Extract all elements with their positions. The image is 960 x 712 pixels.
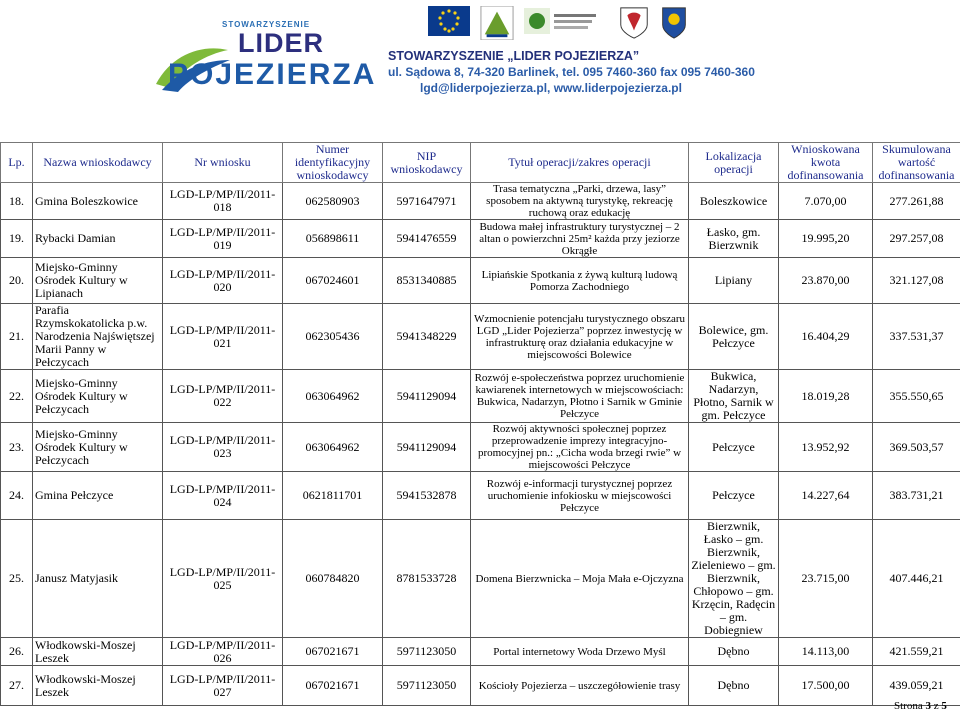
- prow-logo-icon: [524, 6, 598, 40]
- row-cumulative: 355.550,65: [873, 370, 960, 423]
- row-nr: LGD-LP/MP/II/2011-019: [163, 220, 283, 258]
- row-title: Portal internetowy Woda Drzewo Myśl: [471, 638, 689, 666]
- row-nip: 8781533728: [383, 520, 471, 638]
- row-title: Trasa tematyczna „Parki, drzewa, lasy” sposobem na aktywną turystykę, rekreację ruchową oraz edukację: [471, 183, 689, 220]
- row-name: Miejsko-Gminny Ośrodek Kultury w Pełczycach: [33, 423, 163, 472]
- row-name: Gmina Pełczyce: [33, 472, 163, 520]
- row-lp: 26.: [1, 638, 33, 666]
- row-lp: 19.: [1, 220, 33, 258]
- table-row: [1, 520, 960, 638]
- col-header-amount: Wnioskowana kwota dofinansowania: [779, 143, 873, 183]
- row-name: Janusz Matyjasik: [33, 520, 163, 638]
- row-location: Dębno: [689, 666, 779, 706]
- row-title: Budowa małej infrastruktury turystycznej – 2 altan o powierzchni 25m² każda przy jeziorze Okrągłe: [471, 220, 689, 258]
- region-crest-icon: [618, 6, 650, 40]
- row-cumulative: 321.127,08: [873, 258, 960, 304]
- row-nr: LGD-LP/MP/II/2011-021: [163, 304, 283, 370]
- row-title: Rozwój e-społeczeństwa poprzez uruchomienie kawiarenek internetowych w miejscowościach: Bukwica, Nadarzyn, Płotno i Sarnik w Gminie Pełczyce: [471, 370, 689, 423]
- row-cumulative: 277.261,88: [873, 183, 960, 220]
- row-location: Bukwica, Nadarzyn, Płotno, Sarnik w gm. Pełczyce: [689, 370, 779, 423]
- col-header-location: Lokalizacja operacji: [689, 143, 779, 183]
- col-header-id: Numer identyfikacyjny wnioskodawcy: [283, 143, 383, 183]
- row-amount: 14.227,64: [779, 472, 873, 520]
- row-amount: 19.995,20: [779, 220, 873, 258]
- row-cumulative: 439.059,21: [873, 666, 960, 706]
- row-lp: 27.: [1, 666, 33, 706]
- contact-block: [388, 48, 755, 96]
- col-header-title: Tytuł operacji/zakres operacji: [471, 143, 689, 183]
- row-nr: LGD-LP/MP/II/2011-022: [163, 370, 283, 423]
- address-line: ul. Sądowa 8, 74-320 Barlinek, tel. 095 7460-360 fax 095 7460-360: [388, 65, 755, 79]
- row-cumulative: 369.503,57: [873, 423, 960, 472]
- row-nip: 5941532878: [383, 472, 471, 520]
- row-name: Rybacki Damian: [33, 220, 163, 258]
- row-location: Pełczyce: [689, 472, 779, 520]
- row-nip: 5971647971: [383, 183, 471, 220]
- table-row: [1, 220, 960, 258]
- row-title: Lipiańskie Spotkania z żywą kulturą ludową Pomorza Zachodniego: [471, 258, 689, 304]
- leader-logo-icon: [480, 6, 514, 40]
- row-location: Lipiany: [689, 258, 779, 304]
- row-nr: LGD-LP/MP/II/2011-024: [163, 472, 283, 520]
- row-amount: 7.070,00: [779, 183, 873, 220]
- row-location: Bolewice, gm. Pełczyce: [689, 304, 779, 370]
- table-row: [1, 304, 960, 370]
- table-row: [1, 258, 960, 304]
- footer-label: Strona: [894, 700, 923, 712]
- row-location: Boleszkowice: [689, 183, 779, 220]
- brand-tagline: STOWARZYSZENIE: [222, 20, 311, 29]
- letterhead: [0, 0, 960, 100]
- row-location: Dębno: [689, 638, 779, 666]
- row-id: 063064962: [283, 370, 383, 423]
- footer-total: 5: [941, 700, 947, 712]
- col-header-name: Nazwa wnioskodawcy: [33, 143, 163, 183]
- row-name: Parafia Rzymskokatolicka p.w. Narodzenia Najświętszej Marii Panny w Pełczycach: [33, 304, 163, 370]
- eu-flag-icon: [428, 6, 470, 40]
- row-title: Domena Bierzwnicka – Moja Mała e-Ojczyzna: [471, 520, 689, 638]
- association-name: STOWARZYSZENIE „LIDER POJEZIERZA”: [388, 49, 640, 63]
- footer-sep: z: [933, 700, 939, 712]
- row-name: Włodkowski-Moszej Leszek: [33, 666, 163, 706]
- row-lp: 25.: [1, 520, 33, 638]
- row-location: Łasko, gm. Bierzwnik: [689, 220, 779, 258]
- col-header-nr: Nr wniosku: [163, 143, 283, 183]
- row-nip: 5941129094: [383, 370, 471, 423]
- row-nr: LGD-LP/MP/II/2011-027: [163, 666, 283, 706]
- row-title: Kościoły Pojezierza – uszczegółowienie trasy: [471, 666, 689, 706]
- row-amount: 17.500,00: [779, 666, 873, 706]
- row-title: Rozwój e-informacji turystycznej poprzez uruchomienie infokiosku w miejscowości Pełczyce: [471, 472, 689, 520]
- row-nr: LGD-LP/MP/II/2011-018: [163, 183, 283, 220]
- row-id: 067024601: [283, 258, 383, 304]
- row-cumulative: 421.559,21: [873, 638, 960, 666]
- row-lp: 21.: [1, 304, 33, 370]
- row-nip: 5941129094: [383, 423, 471, 472]
- row-nr: LGD-LP/MP/II/2011-023: [163, 423, 283, 472]
- row-location: Pełczyce: [689, 423, 779, 472]
- row-nip: 5941476559: [383, 220, 471, 258]
- row-id: 067021671: [283, 666, 383, 706]
- row-nip: 5971123050: [383, 666, 471, 706]
- table-row: [1, 666, 960, 706]
- row-lp: 18.: [1, 183, 33, 220]
- row-amount: 23.870,00: [779, 258, 873, 304]
- row-nip: 5971123050: [383, 638, 471, 666]
- county-crest-icon: [660, 6, 688, 40]
- row-name: Włodkowski-Moszej Leszek: [33, 638, 163, 666]
- row-location: Bierzwnik, Łasko – gm. Bierzwnik, Zieleniewo – gm. Bierzwnik, Chłopowo – gm. Krzęcin, Radęcin – gm. Dobiegniew: [689, 520, 779, 638]
- email-line: lgd@liderpojezierza.pl, www.liderpojezierza.pl: [420, 81, 682, 95]
- row-amount: 14.113,00: [779, 638, 873, 666]
- row-amount: 16.404,29: [779, 304, 873, 370]
- row-title: Rozwój aktywności społecznej poprzez przeprowadzenie imprezy integracyjno-promocyjnej pn.: „Cicha woda brzegi rwie” w miejscowości Pełczyce: [471, 423, 689, 472]
- col-header-cumulative: Skumulowana wartość dofinansowania: [873, 143, 960, 183]
- table-header-row: [1, 143, 960, 183]
- row-id: 062580903: [283, 183, 383, 220]
- col-header-lp: Lp.: [1, 143, 33, 183]
- row-nr: LGD-LP/MP/II/2011-025: [163, 520, 283, 638]
- table-row: [1, 423, 960, 472]
- row-lp: 24.: [1, 472, 33, 520]
- brand-word-pojezierza: POJEZIERZA: [168, 58, 377, 91]
- table-row: [1, 472, 960, 520]
- row-cumulative: 383.731,21: [873, 472, 960, 520]
- row-cumulative: 407.446,21: [873, 520, 960, 638]
- row-title: Wzmocnienie potencjału turystycznego obszaru LGD „Lider Pojezierza” poprzez inwestycję w infrastrukturę oraz działania edukacyjne w miejscowości Bolewice: [471, 304, 689, 370]
- row-nip: 8531340885: [383, 258, 471, 304]
- row-name: Miejsko-Gminny Ośrodek Kultury w Pełczycach: [33, 370, 163, 423]
- row-amount: 18.019,28: [779, 370, 873, 423]
- row-cumulative: 297.257,08: [873, 220, 960, 258]
- lider-pojezierza-logo: [152, 20, 382, 98]
- partner-logos: [402, 4, 692, 42]
- row-nr: LGD-LP/MP/II/2011-020: [163, 258, 283, 304]
- row-name: Gmina Boleszkowice: [33, 183, 163, 220]
- row-amount: 23.715,00: [779, 520, 873, 638]
- row-lp: 23.: [1, 423, 33, 472]
- row-lp: 22.: [1, 370, 33, 423]
- row-id: 0621811701: [283, 472, 383, 520]
- row-cumulative: 337.531,37: [873, 304, 960, 370]
- row-id: 056898611: [283, 220, 383, 258]
- table-row: [1, 183, 960, 220]
- page-footer: [894, 700, 947, 712]
- table-row: [1, 370, 960, 423]
- footer-page: 3: [925, 700, 931, 712]
- row-name: Miejsko-Gminny Ośrodek Kultury w Lipianach: [33, 258, 163, 304]
- row-id: 063064962: [283, 423, 383, 472]
- table-row: [1, 638, 960, 666]
- row-id: 060784820: [283, 520, 383, 638]
- row-nip: 5941348229: [383, 304, 471, 370]
- row-id: 062305436: [283, 304, 383, 370]
- row-amount: 13.952,92: [779, 423, 873, 472]
- col-header-nip: NIP wnioskodawcy: [383, 143, 471, 183]
- row-id: 067021671: [283, 638, 383, 666]
- row-nr: LGD-LP/MP/II/2011-026: [163, 638, 283, 666]
- row-lp: 20.: [1, 258, 33, 304]
- brand-word-lider: LIDER: [238, 28, 324, 58]
- applications-table: [0, 142, 960, 706]
